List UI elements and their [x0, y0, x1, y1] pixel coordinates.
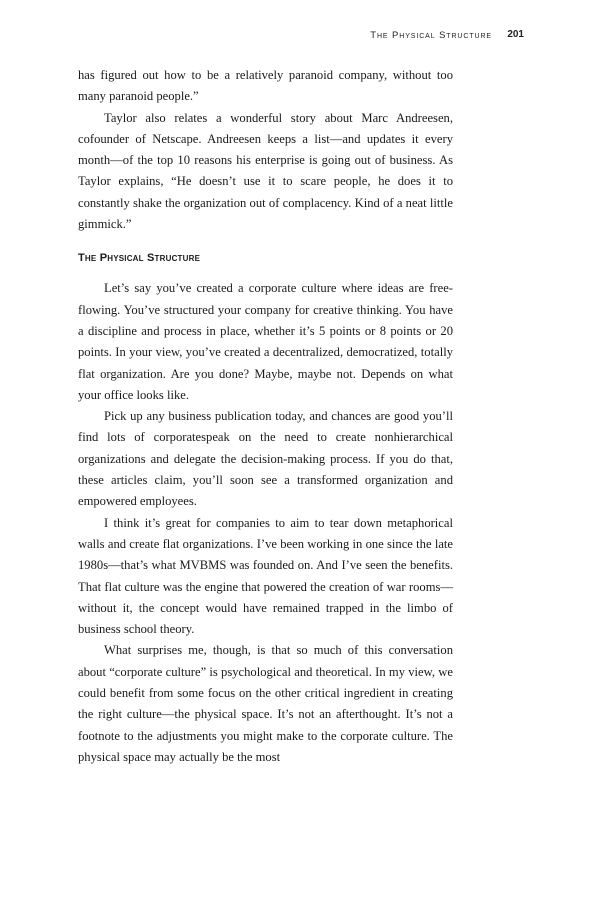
- paragraph-physical-space: What surprises me, though, is that so much of this conversation about “corporate culture” is psychological and theoretical. In my view, we could benefit from some focus on the other critical ingredient in creating the right culture—the physical space. It’s not an afterthought. It’s not a footnote to the adjustments you might make to the corporate culture. The physical space may actually be the most: [78, 643, 453, 764]
- paragraph-taylor-story: Taylor also relates a wonderful story about Marc Andreesen, cofounder of Netscape. Andreesen keeps a list—and updates it every month—of the top 10 reasons his enterprise is going out of business. As Taylor explains, “He doesn’t use it to scare people, he does it to constantly shake the organization out of complacency. Kind of a neat little gimmick.”: [78, 110, 453, 232]
- paragraph-business-publication: Pick up any business publication today, and chances are good you’ll find lots of corporatespeak on the need to create nonhierarchical organizations and delegate the decision-making process. If you do that, these articles claim, you’ll soon see a transformed organization and empowered employees.: [78, 409, 453, 509]
- running-head: The Physical Structure: [370, 30, 492, 41]
- paragraph-flat-organizations: I think it’s great for companies to aim to tear down metaphorical walls and create flat organizations. I’ve been working in one since the late 1980s—that’s what MVBMS was founded on. And I’ve seen the benefits. That flat culture was the engine that powered the creation of war rooms—without it, the concept would have remained trapped in the limbo of business school theory.: [78, 515, 453, 637]
- page-number: 201: [507, 29, 524, 40]
- section-heading: The Physical Structure: [78, 252, 201, 265]
- paragraph-corporate-culture: Let’s say you’ve created a corporate culture where ideas are free-flowing. You’ve structured your company for creative thinking. You have a discipline and process in place, whether it’s 5 points or 8 points or 20 points. In your view, you’ve created a decentralized, democratized, totally flat organization. Are you done? Maybe, maybe not. Depends on what your office looks like.: [78, 281, 453, 402]
- paragraph-continued: has figured out how to be a relatively paranoid company, without too many paranoid people.”: [78, 68, 453, 104]
- body-text: [78, 65, 453, 768]
